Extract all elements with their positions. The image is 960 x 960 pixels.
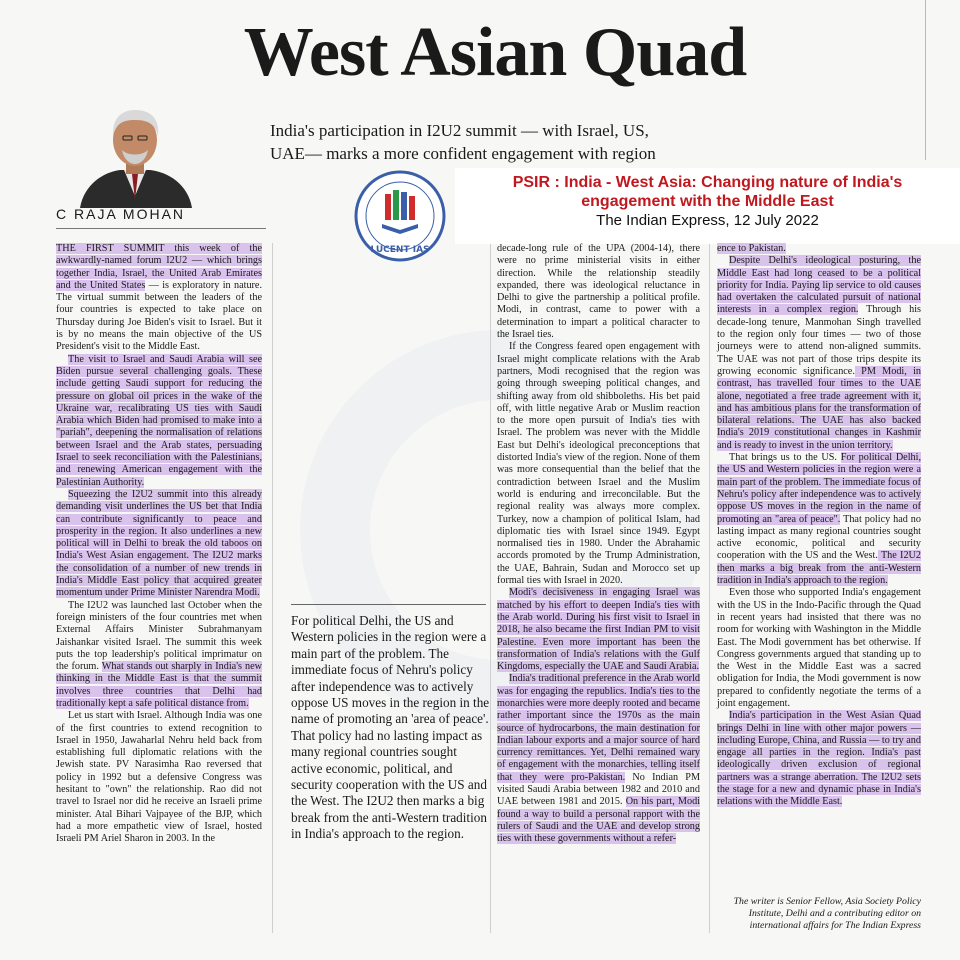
paragraph [497, 673, 700, 845]
paragraph [56, 489, 262, 600]
highlighted-text: Modi's decisiveness in engaging Israel was matched by his effort to deepen India's ties with the Arab world. During his first visit to Israel in 2018, he also became the first Indian PM to visit Palestine. Even more important has been the transformation of India's relations with the Gulf Kingdoms, especially the UAE and Saudi Arabia. [497, 587, 700, 673]
pull-quote-rule [291, 604, 486, 605]
headline: West Asian Quad [243, 14, 747, 91]
highlighted-text: What stands out sharply in India's new thinking in the Middle East is that the summit involves three countries that Delhi had traditionally kept a safe political distance from. [56, 661, 262, 709]
banner-line-1: PSIR : India - West Asia: Changing nature of India's [512, 174, 903, 191]
subtitle-line-2: UAE— marks a more confident engagement with region [270, 144, 656, 163]
highlighted-text: THE FIRST SUMMIT this week of the awkwardly-named forum I2U2 — which brings together India, Israel, the United Arab Emirates and the United States [56, 243, 262, 291]
paragraph [717, 255, 921, 452]
body-text: No Indian PM visited Saudi Arabia between 1982 and 2010 and UAE between 1981 and 2015. [497, 771, 701, 808]
highlighted-text: India's participation in the West Asian Quad brings Delhi in line with other major powers — including Europe, China, and Russia — to try and engage all parties in the region. India's past ideologically driven exclusion of regional partners was a strange aberration. The I2U2 sets the stage for a new and dynamic phase in India's relations with the Middle East. [717, 710, 921, 808]
body-text: If the Congress feared open engagement with Israel might complicate relations with the Arab partners, Modi recognised that the region was going through sweeping political changes, and shifting away from old shibboleths. His bet paid off, with little negative Arab or Muslim reaction to the more open pursuit of India's ties with Israel. The problem was never with the Middle East but Delhi's ideological preconceptions that distorted India's view of the region. None of them was more consequential than the belief that the contradiction between Israel and the Muslim world is enduring and irreconcilable. But the regional reality was always more complex. Turkey, now a champion of political Islam, had diplomatic ties with Israel since 1949. Egypt normalised ties in 1980. Under the Abrahamic accords promoted by the Trump Administration, the UAE, Bahrain, Sudan and Morocco set up formal ties with Israel in 2020. [497, 341, 700, 587]
highlighted-text: Squeezing the I2U2 summit into this already demanding visit underlines the US bet that India can contribute significantly to peace and prosperity in the region. It also underlines a new political will in Delhi to break the old taboos on India's West Asian engagement. The I2U2 marks the consolidation of a number of new trends in India's Middle East policy that acquired greater momentum under Prime Minister Narendra Modi. [56, 488, 262, 599]
banner-line-2: engagement with the Middle East [581, 193, 834, 210]
paragraph [717, 710, 921, 808]
body-text: The I2U2 was launched last October when the foreign ministers of the four countries met when External Affairs Minister Subrahmanyam Jaishankar visited Israel. The summit this week puts the top leadership's political imprimatur on the forum. [56, 599, 262, 673]
logo-text: LUCENT IAS [370, 245, 430, 255]
paragraph [56, 243, 262, 354]
highlighted-text: On his part, Modi found a way to build a personal rapport with the rulers of Saudi and the UAE and develop strong ties with these governments without a refer- [497, 796, 700, 845]
paragraph [56, 354, 262, 489]
topic-banner [455, 168, 960, 244]
paragraph [717, 452, 921, 587]
author-divider [56, 228, 266, 229]
article-column-4 [717, 243, 921, 809]
paragraph [497, 243, 700, 341]
author-name: C RAJA MOHAN [56, 206, 186, 222]
body-text: Even those who supported India's engagement with the US in the Indo-Pacific through the Quad in recent years had insisted that there was no room for working with Washington in the Middle East. The Modi government has bet otherwise. If Congress governments argued that standing up to the West in the Middle East was a sacred obligation for India, the Modi government is now prepared to confidently negotiate the terms of a joint engagement. [717, 587, 921, 709]
highlighted-text: For political Delhi, the US and Western policies in the region were a main part of the problem. The immediate focus of Nehru's policy after independence was to actively oppose US moves in the region in the name of promoting an "area of peace". [717, 452, 922, 525]
highlighted-text: The visit to Israel and Saudi Arabia will see Biden pursue several challenging goals. These include getting Saudi support for reducing the pressure on global oil prices in the wake of the Ukraine war, recalibrating US ties with Saudi Arabia which Biden had promised to make into a "pariah", deepening the normalisation of relations between Israel and the Arab states, persuading Israel to seek reconciliation with the Palestinians, and renewing American engagement with the Palestinian Authority. [56, 353, 262, 488]
subtitle-line-1: India's participation in I2U2 summit — with Israel, US, [270, 121, 649, 140]
body-text: That brings us to the US. [729, 452, 841, 464]
paragraph [56, 600, 262, 711]
body-text: Let us start with Israel. Although India was one of the first countries to extend recognition to Israel in 1950, Jawaharlal Nehru held back from establishing full diplomatic relations with the Jewish state. PV Narasimha Rao reversed that policy in 1992 but a defensive Congress was hesitant to "own" the relationship. Rao did not travel to Israel nor did he receive an Israeli prime minister. Atal Bihari Vajpayee of the BJP, which had a more empathetic view of Israel, hosted Israeli PM Ariel Sharon in 2003. In the [56, 710, 262, 845]
paragraph [56, 710, 262, 845]
paragraph [717, 587, 921, 710]
author-portrait [70, 100, 200, 208]
paragraph [717, 243, 921, 255]
body-text: — is exploratory in nature. The virtual summit between the leaders of the four countries is expected to take place on Thursday during Joe Biden's visit to Israel. But it is by no means the main objective of the US President's visit to the Middle East. [56, 279, 262, 353]
article-column-3 [497, 243, 700, 846]
highlighted-text: Despite Delhi's ideological posturing, the Middle East had long ceased to be a political priority for India. Paying lip service to old causes had overtaken the calculated pursuit of national interests in a complex region. [717, 255, 921, 316]
lucent-ias-logo [352, 168, 448, 264]
body-text: decade-long rule of the UPA (2004-14), there were no prime ministerial visits in either direction. While the relationship steadily expanded, there was ideological reluctance in Delhi to give the partnership a political profile. Modi, in contrast, came to power with a determination to impart a political character to the Israel ties. [497, 243, 700, 341]
column-divider [272, 243, 273, 933]
pull-quote: For political Delhi, the US and Western policies in the region were a main part of the problem. The immediate focus of Nehru's policy after independence was to actively oppose US moves in the region in the name of promoting an 'area of peace'. That policy had no lasting impact as many regional countries sought active economic, political, and security cooperation with the US and the West. The I2U2 then marks a big break from the anti-Western tradition in India's approach to the region. [291, 613, 490, 842]
highlighted-text: The I2U2 then marks a big break from the anti-Western tradition in India's approach to the region. [717, 550, 921, 587]
article-column-1 [56, 243, 262, 846]
author-byline: The writer is Senior Fellow, Asia Society Policy Institute, Delhi and a contributing editor on international affairs for The Indian Express [733, 896, 921, 931]
highlighted-text: PM Modi, in contrast, has travelled four times to the UAE alone, negotiated a free trade agreement with it, and has ambitious plans for the transformation of bilateral relations. The UAE has also backed India's 2019 constitutional changes in Kashmir and is ready to invest in the union territory. [717, 365, 921, 451]
column-divider [709, 243, 710, 933]
paragraph [497, 341, 700, 587]
paragraph [497, 587, 700, 673]
subtitle [270, 119, 720, 165]
highlighted-text: ence to Pakistan. [717, 243, 786, 254]
banner-source: The Indian Express, 12 July 2022 [596, 212, 819, 229]
highlighted-text: India's traditional preference in the Arab world was for engaging the republics. India's ties to the monarchies were more deeply rooted and became rather important since the 1970s as the main source of hydrocarbons, the main destination for Indian labour exports and a major source of hard currency remittances. Yet, Delhi remained wary of engagement with the monarchies, telling itself that they were pro-Pakistan. [497, 673, 700, 783]
body-text: That policy had no lasting impact as many regional countries sought active economic, political and security cooperation with the US and the West. [717, 513, 921, 562]
body-text: Through his decade-long tenure, Manmohan Singh travelled to the region only four times — two of those journeys were to attend non-aligned summits. The UAE was not part of those trips despite its growing economic significance. [717, 304, 921, 377]
page-edge-rule [925, 0, 926, 160]
